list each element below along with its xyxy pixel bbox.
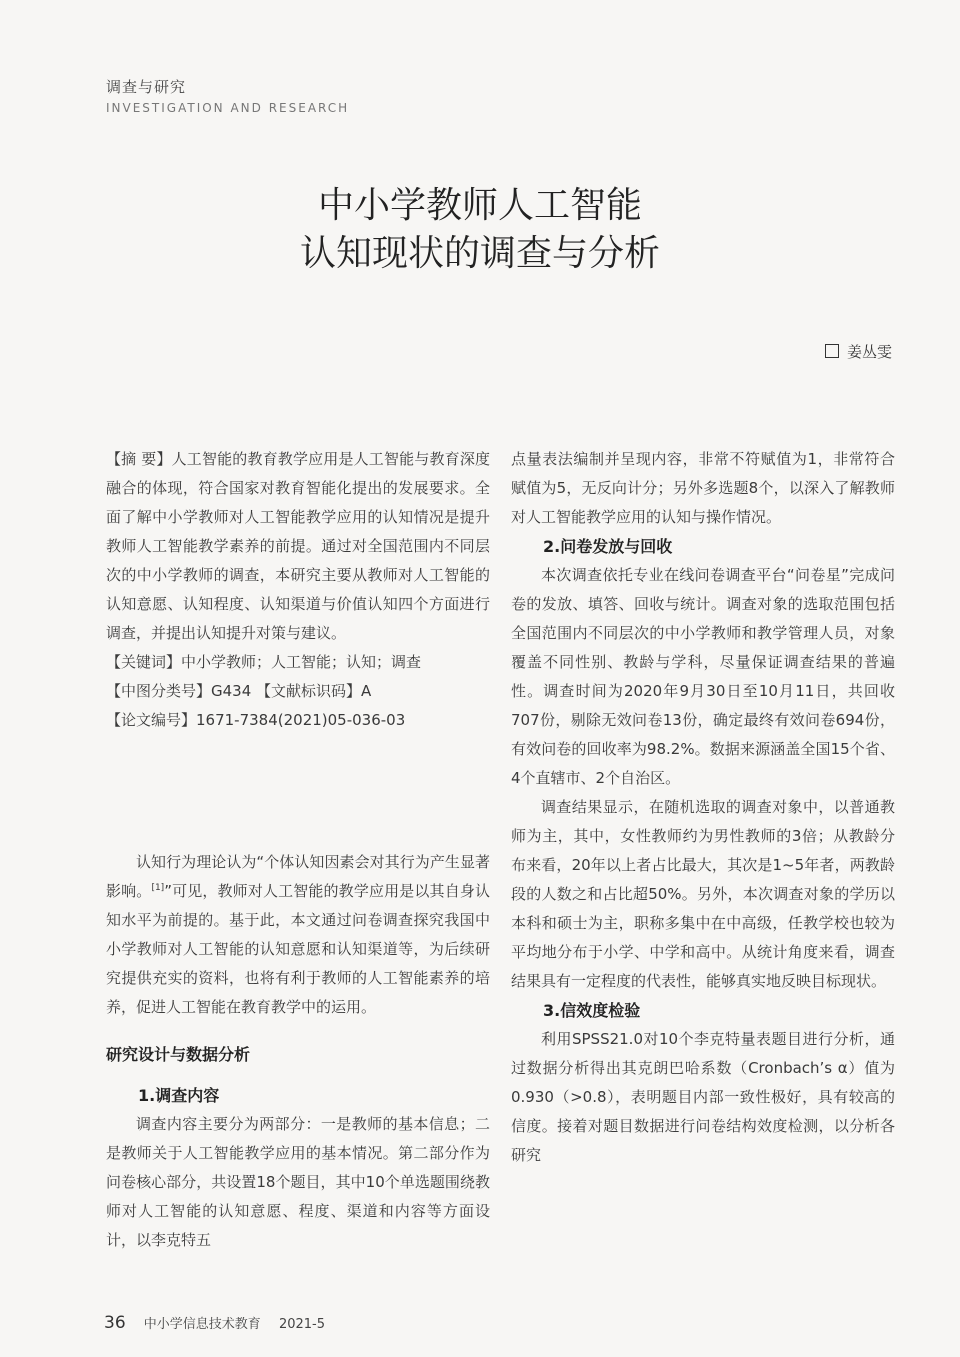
page-footer [104, 1313, 325, 1333]
article-number: 【论文编号】1671-7384(2021)05-036-03 [106, 711, 406, 729]
subheading-2: 2.问卷发放与回收 [543, 537, 673, 556]
section-header [106, 76, 349, 115]
article-title [0, 182, 960, 278]
body-right-column [511, 445, 895, 1170]
journal-name: 中小学信息技术教育 [143, 1317, 261, 1332]
abstract-text: 【摘 要】人工智能的教育教学应用是人工智能与教育深度融合的体现，符合国家对教育智能化提出的发展要求。全面了解中小学教师对人工智能教学应用的认知情况是提升教师人工智能教学素养的前提。通过对全国范围内不同层次的中小学教师的调查，本研究主要从教师对人工智能的认知意愿、认知程度、认知渠道与价值认知四个方面进行调查，并提出认知提升对策与建议。 [106, 450, 490, 642]
page-number: 36 [104, 1313, 126, 1333]
intro-text-a: 认知行为理论认为“个体认知因素会对其行为产生显著影响。 [106, 853, 490, 900]
section-heading: 研究设计与数据分析 [106, 1045, 251, 1064]
issue-number: 2021-5 [278, 1317, 325, 1332]
classification: 【中图分类号】G434 【文献标识码】A [106, 682, 372, 700]
reliability-paragraph: 利用SPSS21.0对10个李克特量表题目进行分析，通过数据分析得出其克朗巴哈系数（Cronbach’s α）值为0.930（>0.8），表明题目内部一致性极好，具有较高的信度。接着对题目数据进行问卷结构效度检测，以分析各研究 [511, 1030, 895, 1164]
body-left-column [106, 848, 490, 1255]
square-bullet-icon [825, 344, 839, 358]
intro-paragraph [106, 848, 490, 1022]
survey-content-paragraph: 调查内容主要分为两部分：一是教师的基本信息；二是教师关于人工智能教学应用的基本情况。第二部分作为问卷核心部分，共设置18个题目，其中10个单选题围绕教师对人工智能的认知意愿、程度、渠道和内容等方面设计，以李克特五 [106, 1115, 490, 1249]
section-title-cn: 调查与研究 [106, 78, 187, 96]
subheading-3: 3.信效度检验 [543, 1001, 641, 1020]
results-paragraph: 调查结果显示，在随机选取的调查对象中，以普通教师为主，其中，女性教师约为男性教师的3倍；从教龄分布来看，20年以上者占比最大，其次是1~5年者，两教龄段的人数之和占比超50%。另外，本次调查对象的学历以本科和硕士为主，职称多集中在中高级，任教学校也较为平均地分布于小学、中学和高中。从统计角度来看，调查结果具有一定程度的代表性，能够真实地反映目标现状。 [511, 798, 895, 990]
author-name: 姜丛雯 [846, 343, 892, 361]
subheading-1: 1.调查内容 [138, 1086, 220, 1105]
author-line [825, 341, 892, 362]
continued-paragraph: 点量表法编制并呈现内容，非常不符赋值为1，非常符合赋值为5，无反向计分；另外多选题8个，以深入了解教师对人工智能教学应用的认知与操作情况。 [511, 450, 895, 526]
citation-ref: [1] [151, 883, 165, 893]
distribution-paragraph: 本次调查依托专业在线问卷调查平台“问卷星”完成问卷的发放、填答、回收与统计。调查对象的选取范围包括全国范围内不同层次的中小学教师和教学管理人员，对象覆盖不同性别、教龄与学科，尽量保证调查结果的普遍性。调查时间为2020年9月30日至10月11日，共回收707份，剔除无效问卷13份，确定最终有效问卷694份，有效问卷的回收率为98.2%。数据来源涵盖全国15个省、4个直辖市、2个自治区。 [511, 566, 895, 787]
abstract-block [106, 445, 490, 735]
intro-text-b: ”可见，教师对人工智能的教学应用是以其自身认知水平为前提的。基于此，本文通过问卷调查探究我国中小学教师对人工智能的认知意愿和认知渠道等，为后续研究提供充实的资料，也将有利于教师的人工智能素养的培养，促进人工智能在教育教学中的运用。 [106, 882, 490, 1016]
section-title-en: INVESTIGATION AND RESEARCH [106, 101, 350, 115]
title-line-1: 中小学教师人工智能 [317, 185, 642, 226]
title-line-2: 认知现状的调查与分析 [299, 233, 660, 274]
keywords: 【关键词】中小学教师；人工智能；认知；调查 [106, 653, 422, 671]
